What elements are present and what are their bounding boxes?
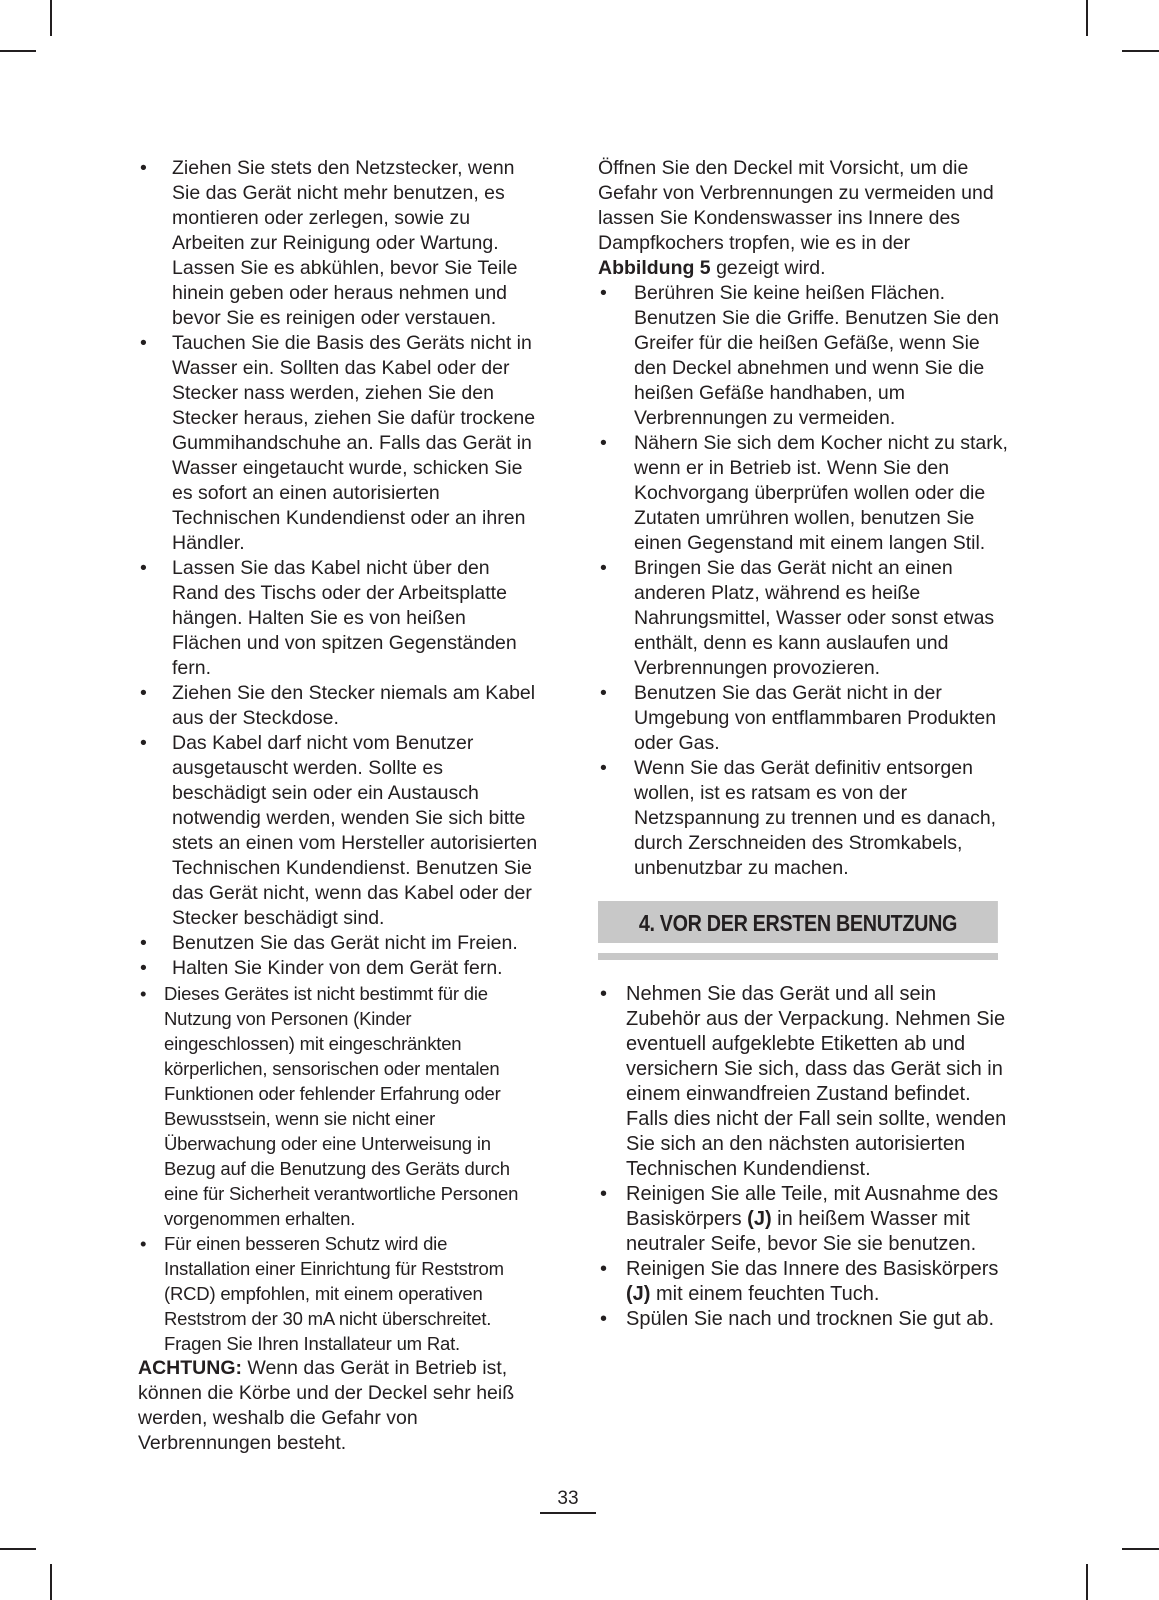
part-reference: (J) [626,1283,651,1305]
list-item: • Berühren Sie keine heißen Flächen. Benutzen Sie die Griffe. Benutzen Sie den Greifer für die heißen Gefäße, wenn Sie den Deckel abnehmen und wenn Sie die heißen Gefäße handhaben, um Verbrennungen zu vermeiden. [598,281,1008,431]
list-item: • Ziehen Sie den Stecker niemals am Kabel aus der Steckdose. [138,681,538,731]
list-item: • Ziehen Sie stets den Netzstecker, wenn Sie das Gerät nicht mehr benutzen, es montieren oder zerlegen, sowie zu Arbeiten zur Reinigung oder Wartung. Lassen Sie es abkühlen, bevor Sie Teile hinein geben oder heraus nehmen und bevor Sie es reinigen oder verstauen. [138,156,538,331]
warning-paragraph [138,1356,538,1456]
list-item: • Reinigen Sie das Innere des Basiskörpers (J) mit einem feuchten Tuch. [598,1257,1008,1307]
figure-reference: Abbildung 5 [598,257,711,279]
intro-paragraph [598,156,1008,281]
part-reference: (J) [747,1208,772,1230]
first-use-list [598,982,1008,1332]
crop-mark [0,1548,36,1550]
intro-tail: gezeigt wird. [710,257,826,279]
crop-mark [1086,1564,1088,1600]
list-item: • Nehmen Sie das Gerät und all sein Zubehör aus der Verpackung. Nehmen Sie eventuell aufgeklebte Etiketten ab und versichern Sie sich, dass das Gerät sich in einem einwandfreien Zustand befindet. Falls dies nicht der Fall sein sollte, wenden Sie sich an den nächsten autorisierten Technischen Kundendienst. [598,982,1008,1182]
safety-list-right [598,281,1008,881]
list-item: • Dieses Gerätes ist nicht bestimmt für die Nutzung von Personen (Kinder eingeschlossen) mit eingeschränkten körperlichen, sensorischen oder mentalen Funktionen oder fehlender Erfahrung oder Bewusstsein, wenn sie nicht einer Überwachung oder eine Unterweisung in Bezug auf die Benutzung des Geräts durch eine für Sicherheit verantwortliche Personen vorgenommen erhalten. [138,981,538,1231]
warning-text: Wenn das Gerät in Betrieb ist, können die Körbe und der Deckel sehr heiß werden, weshalb die Gefahr von Verbrennungen besteht. [138,1357,515,1454]
list-item: • Nähern Sie sich dem Kocher nicht zu stark, wenn er in Betrieb ist. Wenn Sie den Kochvorgang überprüfen wollen oder die Zutaten umrühren wollen, benutzen Sie einen Gegenstand mit einem langen Stil. [598,431,1008,556]
list-item: • Wenn Sie das Gerät definitiv entsorgen wollen, ist es ratsam es von der Netzspannung zu trennen und es danach, durch Zerschneiden des Stromkabels, unbenutzbar zu machen. [598,756,1008,881]
list-item: • Das Kabel darf nicht vom Benutzer ausgetauscht werden. Sollte es beschädigt sein oder ein Austausch notwendig werden, wenden Sie sich bitte stets an einen vom Hersteller autorisierten Technischen Kundendienst. Benutzen Sie das Gerät nicht, wenn das Kabel oder der Stecker beschädigt sind. [138,731,538,931]
list-item: • Lassen Sie das Kabel nicht über den Rand des Tischs oder der Arbeitsplatte hängen. Halten Sie es von heißen Flächen und von spitzen Gegenständen fern. [138,556,538,681]
list-item: • Spülen Sie nach und trocknen Sie gut ab. [598,1307,1008,1332]
page-number: 33 [540,1488,596,1514]
right-column [598,156,1008,1332]
list-item: • Tauchen Sie die Basis des Geräts nicht in Wasser ein. Sollten das Kabel oder der Stecker nass werden, ziehen Sie den Stecker heraus, ziehen Sie dafür trockene Gummihandschuhe an. Falls das Gerät in Wasser eingetaucht wurde, schicken Sie es sofort an einen autorisierten Technischen Kundendienst oder an ihren Händler. [138,331,538,556]
left-column [138,156,538,1456]
list-item: • Benutzen Sie das Gerät nicht in der Umgebung von entflammbaren Produkten oder Gas. [598,681,1008,756]
list-item: • Reinigen Sie alle Teile, mit Ausnahme des Basiskörpers (J) in heißem Wasser mit neutraler Seife, bevor Sie sie benutzen. [598,1182,1008,1257]
crop-mark [50,0,52,36]
safety-list [138,156,538,981]
warning-label: ACHTUNG: [138,1357,242,1379]
crop-mark [1122,1548,1159,1550]
crop-mark [0,50,36,52]
crop-mark [50,1564,52,1600]
crop-mark [1086,0,1088,36]
crop-mark [1122,50,1159,52]
intro-text: Öffnen Sie den Deckel mit Vorsicht, um die Gefahr von Verbrennungen zu vermeiden und lassen Sie Kondenswasser ins Innere des Dampfkochers tropfen, wie es in der [598,157,994,254]
safety-list-condensed [138,981,538,1356]
section-heading: 4. VOR DER ERSTEN BENUTZUNG [598,901,998,943]
section-divider [598,953,998,960]
list-item: • Bringen Sie das Gerät nicht an einen anderen Platz, während es heiße Nahrungsmittel, Wasser oder sonst etwas enthält, denn es kann auslaufen und Verbrennungen provozieren. [598,556,1008,681]
list-item: • Für einen besseren Schutz wird die Installation einer Einrichtung für Reststrom (RCD) empfohlen, mit einem operativen Reststrom der 30 mA nicht überschreitet. Fragen Sie Ihren Installateur um Rat. [138,1231,538,1356]
list-item: • Halten Sie Kinder von dem Gerät fern. [138,956,538,981]
list-item: • Benutzen Sie das Gerät nicht im Freien. [138,931,538,956]
